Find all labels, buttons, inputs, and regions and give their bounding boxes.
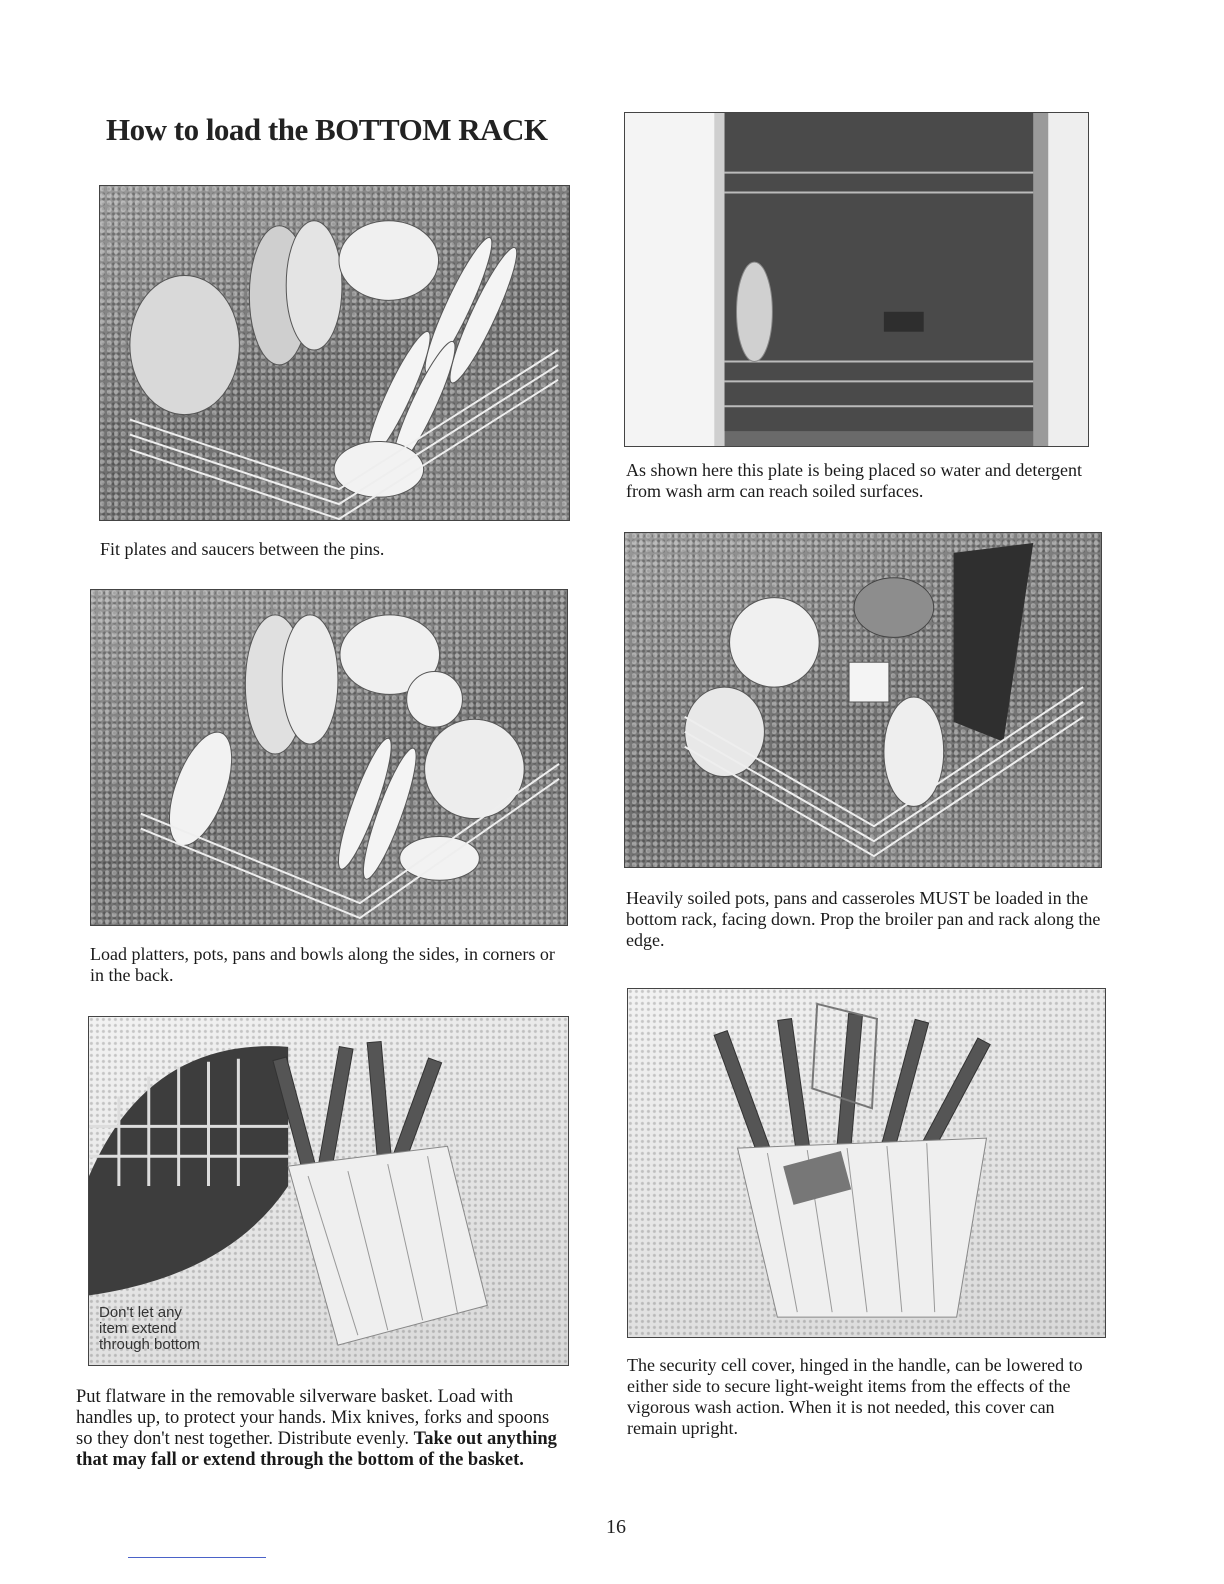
security-cell-caption: The security cell cover, hinged in the handle, can be lowered to either side to secure light-weight items from the effects of the vigorous wash action. When it is not needed, this cover can remain upright. bbox=[627, 1355, 1083, 1438]
silverware-caption bbox=[76, 1387, 570, 1471]
footer-rule bbox=[128, 1557, 266, 1558]
open-dishwasher-caption: As shown here this plate is being placed so water and detergent from wash arm can reach soiled surfaces. bbox=[626, 460, 1083, 501]
platters-caption: Load platters, pots, pans and bowls along the sides, in corners or in the back. bbox=[90, 944, 555, 985]
rack-illustration bbox=[625, 533, 1101, 867]
pots-photo bbox=[624, 532, 1102, 868]
basket-warning-label: Don't let any item extend through bottom bbox=[99, 1304, 200, 1353]
silverware-caption-text: Put flatware in the removable silverware basket. Load with handles up, to protect your hands. Mix knives, forks and spoons so they don't nest together. Distribute evenly. bbox=[76, 1387, 550, 1449]
page-number: 16 bbox=[606, 1516, 626, 1538]
page-title: How to load the BOTTOM RACK bbox=[106, 112, 548, 147]
rack-illustration bbox=[91, 590, 567, 925]
platters-photo bbox=[90, 589, 568, 926]
plates-photo bbox=[99, 185, 570, 521]
silverware-caption-emphasis: Take out anything that may fall or extend through the bottom of the basket. bbox=[76, 1429, 557, 1470]
rack-illustration bbox=[100, 186, 569, 520]
open-dishwasher-photo bbox=[624, 112, 1089, 447]
plates-caption: Fit plates and saucers between the pins. bbox=[100, 539, 385, 559]
basket-illustration bbox=[628, 989, 1105, 1337]
pots-caption: Heavily soiled pots, pans and casseroles MUST be loaded in the bottom rack, facing down. Prop the broiler pan and rack along the edge. bbox=[626, 888, 1101, 950]
security-cell-photo bbox=[627, 988, 1106, 1338]
silverware-basket-photo bbox=[88, 1016, 569, 1366]
dishwasher-illustration bbox=[625, 113, 1088, 446]
